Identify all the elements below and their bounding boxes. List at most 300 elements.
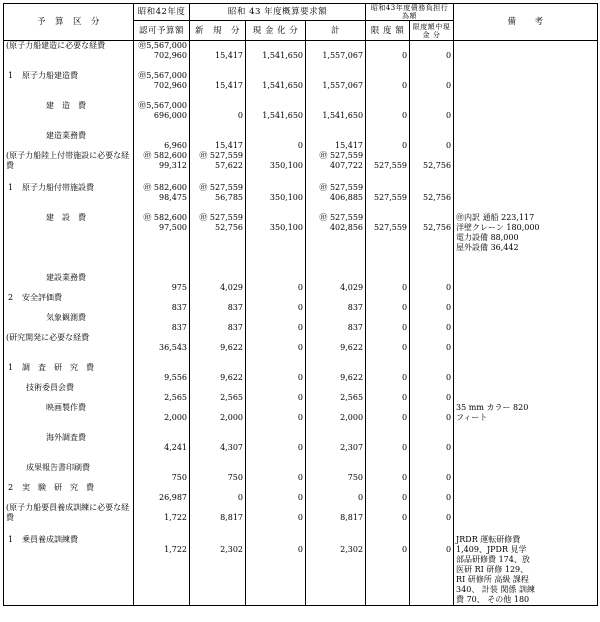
row-label: 建 設 費: [46, 212, 86, 222]
cell-value: [192, 131, 243, 141]
row-remarks: [454, 151, 598, 183]
row-label: 技術委員会費: [26, 382, 74, 392]
cell-cashin: [410, 293, 454, 313]
cell-new: [190, 131, 246, 151]
cell-value: ㊞ 527,559: [319, 150, 364, 160]
row-label-cell: [4, 71, 134, 101]
cell-cash: [246, 333, 306, 363]
row-label: (原子力船要員養成訓練に必要な経費: [6, 502, 130, 522]
cell-value: 1,722: [164, 544, 187, 554]
cell-total: [306, 333, 366, 363]
cell-value: 36,543: [159, 342, 187, 352]
cell-value: 0: [445, 302, 452, 312]
table-row: [4, 383, 598, 403]
cell-value: [412, 433, 451, 443]
cell-value: [368, 101, 407, 111]
cell-limit: [366, 483, 410, 503]
cell-value: 0: [401, 80, 408, 90]
cell-value: [368, 503, 407, 513]
cell-value: [308, 293, 363, 303]
cell-value: 4,307: [220, 442, 243, 452]
cell-cash: [246, 293, 306, 313]
cell-value: [136, 383, 187, 393]
cell-cashin: [410, 483, 454, 503]
cell-value: [412, 213, 451, 223]
cell-approved: [134, 213, 190, 273]
cell-value: 0: [401, 302, 408, 312]
cell-new: [190, 313, 246, 333]
cell-value: 0: [445, 322, 452, 332]
cell-total: [306, 183, 366, 213]
cell-limit: [366, 363, 410, 383]
cell-cashin: [410, 71, 454, 101]
cell-approved: [134, 363, 190, 383]
cell-value: 527,559: [373, 192, 408, 202]
cell-value: 0: [445, 372, 452, 382]
table-row: [4, 183, 598, 213]
cell-value: 0: [445, 51, 452, 60]
cell-value: [412, 101, 451, 111]
header-total: 計: [306, 21, 366, 41]
row-label-cell: [4, 535, 134, 606]
cell-value: [136, 333, 187, 343]
cell-value: 0: [401, 412, 408, 422]
cell-value: 15,417: [215, 140, 243, 150]
cell-cash: [246, 463, 306, 483]
cell-value: 0: [445, 80, 452, 90]
cell-value: 26,987: [159, 492, 187, 502]
row-label: 乗員養成訓練費: [22, 534, 78, 544]
cell-value: [412, 383, 451, 393]
cell-value: 0: [401, 140, 408, 150]
row-index: 2: [8, 292, 14, 302]
cell-value: [368, 463, 407, 473]
row-index: 2: [8, 482, 14, 492]
cell-value: 837: [347, 302, 364, 312]
row-remarks: 35 mm カラー 820 フィート: [454, 403, 598, 433]
cell-limit: [366, 463, 410, 483]
cell-value: 527,559: [373, 222, 408, 232]
cell-value: ㊞ 527,559: [199, 212, 243, 222]
row-label: 安全評価費: [22, 292, 62, 302]
cell-value: 4,241: [164, 442, 187, 452]
cell-value: [192, 313, 243, 323]
cell-value: ㊞ 527,559: [319, 182, 364, 192]
cell-value: 0: [401, 442, 408, 452]
header-approved-bottom: 認可予算額: [134, 21, 190, 41]
cell-value: [248, 293, 303, 303]
cell-value: [308, 433, 363, 443]
cell-value: [192, 463, 243, 473]
cell-value: 9,622: [220, 342, 243, 352]
cell-value: [136, 273, 187, 283]
cell-value: [136, 403, 187, 413]
cell-value: ㊞ 582,600: [143, 150, 187, 160]
cell-total: [306, 313, 366, 333]
cell-approved: [134, 333, 190, 363]
cell-value: [412, 293, 451, 303]
table-row: [4, 131, 598, 151]
cell-new: [190, 213, 246, 273]
cell-value: [136, 503, 187, 513]
table-row: [4, 273, 598, 293]
cell-value: [412, 71, 451, 81]
table-row: [4, 293, 598, 313]
cell-value: [368, 363, 407, 373]
cell-value: 6,960: [164, 140, 187, 150]
cell-new: [190, 273, 246, 293]
cell-value: ㊞5,567,000: [138, 70, 187, 80]
cell-value: 8,817: [220, 512, 243, 522]
cell-value: 4,029: [340, 282, 364, 292]
row-label: (研究開発に必要な経費: [6, 332, 90, 342]
cell-cashin: [410, 403, 454, 433]
row-label-cell: [4, 333, 134, 363]
cell-value: [308, 41, 363, 51]
cell-value: 837: [227, 302, 243, 312]
cell-value: 837: [347, 322, 364, 332]
cell-value: 0: [297, 302, 303, 312]
cell-approved: [134, 463, 190, 483]
header-limit: 限 度 額: [366, 21, 410, 41]
cell-limit: [366, 213, 410, 273]
row-label-cell: [4, 433, 134, 463]
cell-cash: [246, 101, 306, 131]
row-label-cell: [4, 131, 134, 151]
table-row: [4, 151, 598, 183]
budget-table: [3, 3, 598, 606]
cell-value: 9,622: [220, 372, 243, 382]
cell-value: [308, 403, 363, 413]
cell-value: [136, 131, 187, 141]
cell-value: [412, 463, 451, 473]
cell-approved: [134, 503, 190, 535]
cell-total: [306, 213, 366, 273]
cell-total: [306, 403, 366, 433]
cell-value: [248, 363, 303, 373]
cell-value: ㊞ 527,559: [319, 212, 364, 222]
row-label: (原子力船建造に必要な経費: [6, 41, 106, 50]
cell-value: [192, 535, 243, 545]
cell-cash: [246, 313, 306, 333]
table-row: [4, 363, 598, 383]
cell-total: [306, 273, 366, 293]
cell-value: [368, 383, 407, 393]
cell-value: 0: [401, 392, 408, 402]
cell-value: [136, 363, 187, 373]
cell-limit: [366, 293, 410, 313]
cell-value: 2,000: [340, 412, 364, 422]
cell-approved: [134, 131, 190, 151]
header-approved-top: 昭和42年度: [134, 4, 190, 21]
row-index: 1: [8, 70, 14, 80]
row-label-cell: [4, 151, 134, 183]
header-new: 新 規 分: [190, 21, 246, 41]
cell-value: 2,565: [340, 392, 364, 402]
cell-value: 350,100: [269, 192, 303, 202]
cell-value: 0: [401, 322, 408, 332]
cell-value: ㊞ 527,559: [199, 150, 243, 160]
cell-value: [412, 535, 451, 545]
cell-value: 406,885: [329, 192, 364, 202]
cell-value: 0: [297, 412, 303, 422]
cell-approved: [134, 383, 190, 403]
cell-value: [308, 131, 363, 141]
table-row: [4, 433, 598, 463]
table-row: [4, 71, 598, 101]
cell-value: [368, 403, 407, 413]
cell-approved: [134, 41, 190, 71]
cell-value: [136, 535, 187, 545]
cell-cashin: [410, 535, 454, 606]
header-cash: 現 金 化 分: [246, 21, 306, 41]
row-label-cell: [4, 503, 134, 535]
cell-approved: [134, 71, 190, 101]
cell-cashin: [410, 41, 454, 71]
cell-value: [248, 71, 303, 81]
table-row: [4, 333, 598, 363]
cell-limit: [366, 273, 410, 293]
cell-total: [306, 383, 366, 403]
cell-total: [306, 483, 366, 503]
cell-value: [368, 213, 407, 223]
cell-value: [136, 483, 187, 493]
cell-value: [308, 71, 363, 81]
cell-value: [412, 273, 451, 283]
row-remarks: [454, 333, 598, 363]
cell-total: [306, 71, 366, 101]
row-label: 原子力船建造費: [22, 70, 78, 80]
cell-value: 9,622: [340, 342, 364, 352]
cell-value: [136, 463, 187, 473]
cell-value: [136, 313, 187, 323]
cell-value: 0: [445, 140, 452, 150]
row-label-cell: [4, 313, 134, 333]
cell-value: [308, 535, 363, 545]
cell-cashin: [410, 131, 454, 151]
cell-value: 837: [227, 322, 243, 332]
cell-new: [190, 41, 246, 71]
row-label-cell: [4, 101, 134, 131]
cell-value: 0: [401, 492, 408, 502]
row-remarks: [454, 313, 598, 333]
cell-total: [306, 363, 366, 383]
row-label-cell: [4, 363, 134, 383]
cell-value: 0: [445, 282, 452, 292]
cell-value: [192, 293, 243, 303]
cell-value: ㊞5,567,000: [138, 41, 187, 50]
cell-cashin: [410, 363, 454, 383]
row-label: 海外調査費: [46, 432, 86, 442]
cell-value: 2,302: [220, 544, 243, 554]
cell-value: 0: [297, 392, 303, 402]
cell-value: [192, 71, 243, 81]
cell-value: 837: [171, 322, 187, 332]
row-label: 建造業務費: [46, 130, 86, 140]
row-remarks: [454, 101, 598, 131]
cell-value: [192, 333, 243, 343]
cell-limit: [366, 403, 410, 433]
cell-value: 0: [297, 282, 303, 292]
cell-approved: [134, 151, 190, 183]
cell-value: 750: [227, 472, 243, 482]
row-label-cell: [4, 213, 134, 273]
row-remarks: JRDR 運転研修費 1,409、JPDR 見学 部品研修費 174、放 医研 RI 研修 129、 RI 研修所 高級 課程 340、 計装 関係 訓練 費 70、 その他 180: [454, 535, 598, 606]
cell-value: 0: [445, 492, 452, 502]
cell-value: 1,541,650: [262, 110, 303, 120]
cell-limit: [366, 535, 410, 606]
cell-value: 0: [297, 492, 303, 502]
cell-cashin: [410, 273, 454, 293]
cell-value: [136, 433, 187, 443]
cell-value: [248, 403, 303, 413]
cell-value: [248, 151, 303, 161]
row-remarks: [454, 71, 598, 101]
cell-value: [412, 313, 451, 323]
cell-value: 2,307: [340, 442, 364, 452]
cell-cash: [246, 183, 306, 213]
cell-value: 52,756: [423, 192, 452, 202]
cell-cashin: [410, 151, 454, 183]
cell-value: 0: [401, 282, 408, 292]
cell-value: 696,000: [153, 110, 187, 120]
cell-value: [248, 463, 303, 473]
cell-value: [248, 101, 303, 111]
cell-value: 0: [445, 512, 452, 522]
cell-total: [306, 535, 366, 606]
cell-value: 99,312: [159, 160, 187, 170]
cell-value: [368, 151, 407, 161]
cell-value: [308, 383, 363, 393]
cell-value: [192, 383, 243, 393]
cell-value: 9,556: [164, 372, 187, 382]
row-remarks: ㊞内訳 通船 223,117 洋壁クレーン 180,000 電力設備 88,000 屋外設備 36,442: [454, 213, 598, 273]
cell-limit: [366, 151, 410, 183]
cell-value: 2,565: [164, 392, 187, 402]
table-row: [4, 101, 598, 131]
cell-value: 0: [401, 472, 408, 482]
cell-new: [190, 483, 246, 503]
cell-limit: [366, 383, 410, 403]
header-debt-group: 昭和43年度債務負担行為額: [366, 4, 454, 21]
row-label-cell: [4, 383, 134, 403]
row-remarks: [454, 463, 598, 483]
cell-value: 52,756: [423, 222, 452, 232]
cell-cashin: [410, 333, 454, 363]
cell-value: [192, 273, 243, 283]
row-label: 実 験 研 究 費: [22, 482, 94, 492]
table-row: [4, 403, 598, 433]
cell-value: [368, 535, 407, 545]
cell-value: [368, 313, 407, 323]
row-label-cell: [4, 183, 134, 213]
cell-approved: [134, 433, 190, 463]
cell-cashin: [410, 183, 454, 213]
cell-value: [308, 313, 363, 323]
cell-value: [308, 483, 363, 493]
cell-cash: [246, 71, 306, 101]
cell-value: [368, 433, 407, 443]
cell-cashin: [410, 503, 454, 535]
cell-limit: [366, 71, 410, 101]
cell-value: [368, 483, 407, 493]
cell-value: [248, 183, 303, 193]
cell-value: 2,565: [220, 392, 243, 402]
cell-value: [248, 333, 303, 343]
cell-value: [248, 41, 303, 51]
row-label: 映画製作費: [46, 402, 86, 412]
cell-value: [308, 333, 363, 343]
cell-value: [368, 41, 407, 51]
cell-value: [308, 101, 363, 111]
table-row: [4, 213, 598, 273]
cell-value: [192, 101, 243, 111]
cell-value: [368, 273, 407, 283]
cell-new: [190, 383, 246, 403]
cell-total: [306, 433, 366, 463]
cell-value: [412, 483, 451, 493]
cell-value: 52,756: [423, 160, 452, 170]
table-row: [4, 503, 598, 535]
cell-value: 2,000: [164, 412, 187, 422]
cell-cash: [246, 273, 306, 293]
cell-value: 0: [401, 544, 408, 554]
header-item: 予 算 区 分: [4, 4, 134, 41]
cell-value: 0: [401, 512, 408, 522]
cell-value: 0: [445, 392, 452, 402]
cell-value: 0: [445, 412, 452, 422]
row-label-cell: [4, 483, 134, 503]
row-index: 1: [8, 182, 14, 192]
cell-value: [308, 273, 363, 283]
cell-value: [248, 273, 303, 283]
cell-new: [190, 183, 246, 213]
cell-approved: [134, 293, 190, 313]
cell-new: [190, 293, 246, 313]
cell-cashin: [410, 213, 454, 273]
cell-value: 1,541,650: [262, 80, 303, 90]
cell-cash: [246, 503, 306, 535]
cell-value: 9,622: [340, 372, 364, 382]
cell-total: [306, 293, 366, 313]
cell-new: [190, 535, 246, 606]
cell-new: [190, 403, 246, 433]
cell-value: [248, 433, 303, 443]
cell-value: 15,417: [215, 51, 243, 60]
cell-value: [368, 71, 407, 81]
cell-cash: [246, 535, 306, 606]
cell-cashin: [410, 433, 454, 463]
cell-value: 0: [401, 372, 408, 382]
cell-value: [248, 535, 303, 545]
cell-value: [412, 503, 451, 513]
cell-value: 975: [171, 282, 187, 292]
cell-cash: [246, 433, 306, 463]
cell-value: 0: [297, 140, 303, 150]
cell-cash: [246, 213, 306, 273]
cell-value: 0: [297, 342, 303, 352]
row-label: 成果報告書印刷費: [26, 462, 90, 472]
cell-value: [248, 383, 303, 393]
row-label: 気象観測費: [46, 312, 86, 322]
row-index: 1: [8, 362, 14, 372]
cell-value: 98,475: [159, 192, 187, 202]
cell-value: 2,000: [220, 412, 243, 422]
row-label: 建設業務費: [46, 272, 86, 282]
cell-value: 0: [297, 442, 303, 452]
cell-value: 15,417: [335, 140, 364, 150]
cell-value: [412, 183, 451, 193]
